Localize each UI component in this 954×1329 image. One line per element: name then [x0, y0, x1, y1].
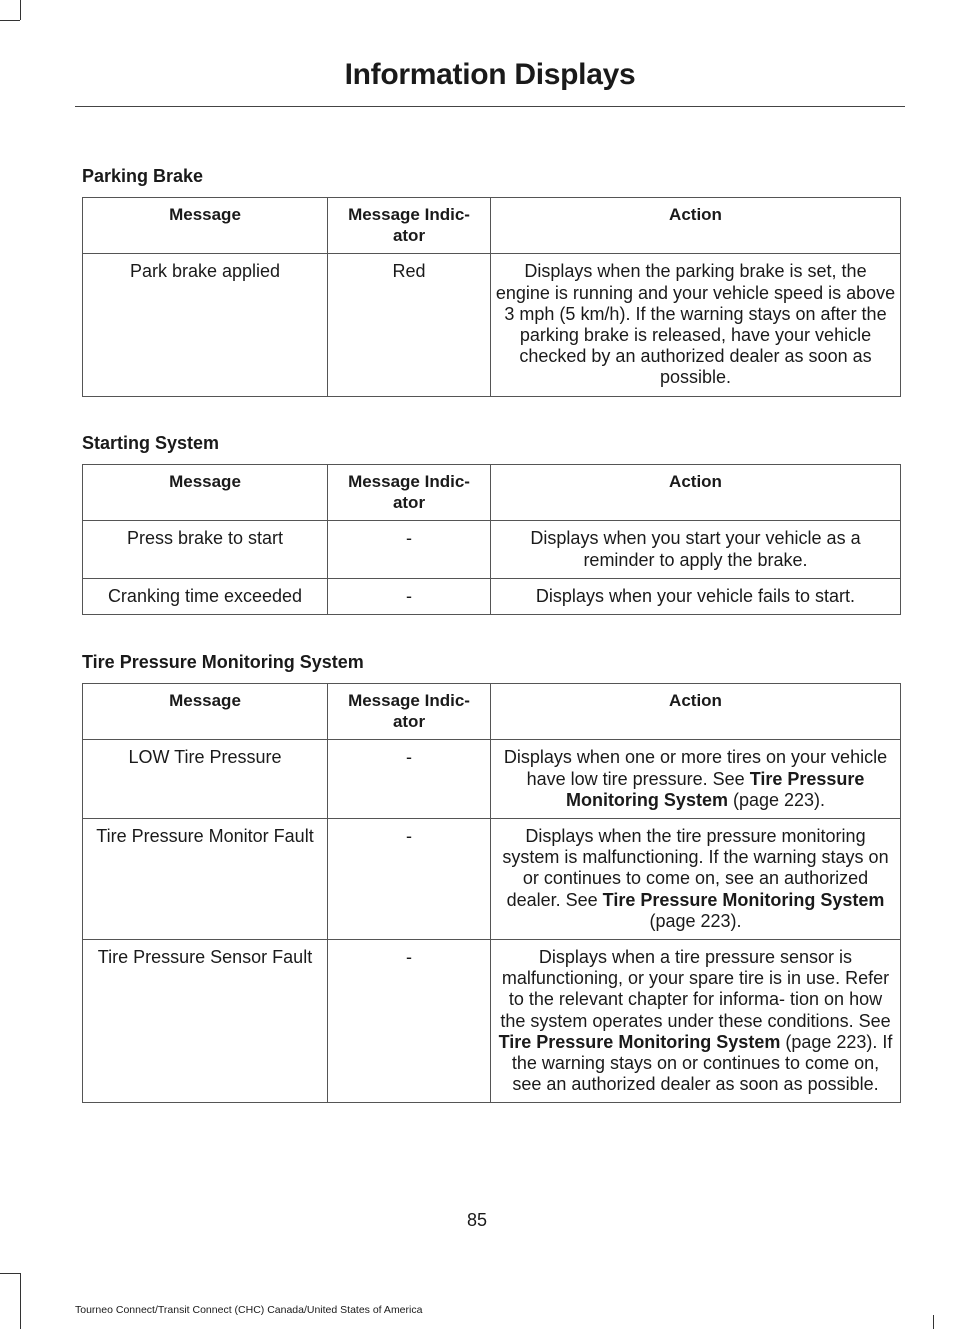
table-row — [83, 740, 901, 819]
crop-mark — [0, 20, 20, 21]
section-heading: Tire Pressure Monitoring System — [82, 652, 364, 672]
indicator-cell: Red — [328, 254, 491, 396]
table-row — [83, 940, 901, 1103]
crop-mark — [0, 1273, 20, 1274]
page-title: Information Displays — [344, 58, 636, 91]
column-header-action: Action — [491, 684, 901, 740]
parking-brake-table — [82, 197, 901, 397]
column-header-action: Action — [491, 465, 901, 521]
cross-reference-link[interactable]: Tire Pressure Monitoring System — [565, 768, 865, 810]
message-cell: Tire Pressure Monitor Fault — [83, 819, 328, 940]
crop-mark — [20, 1273, 21, 1329]
cross-reference-link[interactable]: Tire Pressure Monitoring System — [602, 889, 885, 910]
tpms-table — [82, 683, 901, 1103]
column-header-indicator: Message Indic- ator — [328, 465, 491, 521]
indicator-cell: - — [328, 521, 491, 578]
footer-text: Tourneo Connect/Transit Connect (CHC) Canada/United States of America — [75, 1304, 423, 1316]
starting-system-table — [82, 464, 901, 615]
title-divider — [75, 106, 905, 107]
tpms-section — [82, 651, 900, 1103]
section-heading: Starting System — [82, 433, 220, 453]
table-row — [83, 521, 901, 578]
column-header-message: Message — [83, 198, 328, 254]
table-row — [83, 578, 901, 614]
indicator-cell: - — [328, 578, 491, 614]
action-cell: Displays when your vehicle fails to start. — [491, 578, 901, 614]
cross-reference-link[interactable]: Tire Pressure Monitoring System — [498, 1031, 781, 1052]
action-text: (page 223). If the warning stays on or continues to come on, see an authorized dealer as soon as possible. — [511, 1031, 893, 1095]
table-header-row — [83, 684, 901, 740]
column-header-indicator: Message Indic- ator — [328, 684, 491, 740]
action-text: Displays when one or more tires on your vehicle have low tire pressure. See — [503, 747, 888, 789]
indicator-cell: - — [328, 819, 491, 940]
table-header-row — [83, 198, 901, 254]
column-header-action: Action — [491, 198, 901, 254]
column-header-indicator: Message Indic- ator — [328, 198, 491, 254]
action-cell — [491, 740, 901, 819]
starting-system-section — [82, 432, 900, 615]
page-number: 85 — [466, 1210, 488, 1230]
column-header-message: Message — [83, 684, 328, 740]
action-cell — [491, 940, 901, 1103]
action-text: (page 223). — [727, 789, 826, 810]
table-row — [83, 819, 901, 940]
table-row — [83, 254, 901, 396]
column-header-message: Message — [83, 465, 328, 521]
action-cell: Displays when you start your vehicle as a reminder to apply the brake. — [491, 521, 901, 578]
table-header-row — [83, 465, 901, 521]
section-heading: Parking Brake — [82, 166, 204, 186]
message-cell: Tire Pressure Sensor Fault — [83, 940, 328, 1103]
indicator-cell: - — [328, 740, 491, 819]
action-text: Displays when the tire pressure monitoring system is malfunctioning. If the warning stays on or continues to come on, see an authorized dealer. See — [502, 826, 889, 910]
parking-brake-section — [82, 165, 900, 397]
action-cell: Displays when the parking brake is set, the engine is running and your vehicle speed is above 3 mph (5 km/h). If the warning stays on after the parking brake is released, have your vehicle checked by an authorized dealer as soon as possible. — [491, 254, 901, 396]
message-cell: LOW Tire Pressure — [83, 740, 328, 819]
action-cell — [491, 819, 901, 940]
action-text: (page 223). — [649, 910, 742, 931]
action-text: Displays when a tire pressure sensor is malfunctioning, or your spare tire is in use. Refer to the relevant chapter for informa- tion on how the system operates under these conditions. See — [500, 947, 891, 1031]
message-cell: Cranking time exceeded — [83, 578, 328, 614]
crop-mark — [933, 1315, 934, 1329]
indicator-cell: - — [328, 940, 491, 1103]
crop-mark — [20, 0, 21, 20]
message-cell: Press brake to start — [83, 521, 328, 578]
message-cell: Park brake applied — [83, 254, 328, 396]
